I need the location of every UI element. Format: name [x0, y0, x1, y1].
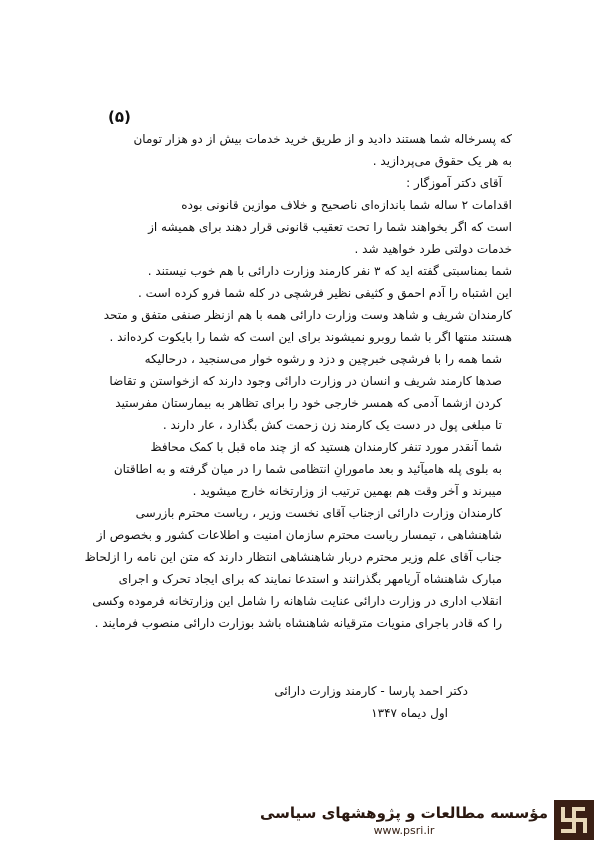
- paragraph-6: [72, 502, 512, 634]
- text-line: شما آنقدر مورد تنفر کارمندان هستید که از چند ماه قبل با کمک محافظ: [150, 440, 502, 454]
- text-line: شما همه را با فرشچی خبرچین و دزد و رشوه خوار می‌سنجید ، درحالیکه: [144, 352, 502, 366]
- text-line: میبرند و آخر وقت هم بهمین ترتیب از وزارتخانه خارج میشوید .: [192, 484, 502, 498]
- text-line: شاهنشاهی ، تیمسار ریاست محترم سازمان امنیت و اطلاعات کشور و بخصوص از: [96, 528, 502, 542]
- paragraph-5: [72, 436, 512, 502]
- text-line: انقلاب اداری در وزارت دارائی عنایت شاهانه را شامل این وزارتخانه فرموده وکسی: [92, 594, 502, 608]
- letter-body: [72, 128, 512, 634]
- signature-date: اول دیماه ۱۳۴۷: [371, 706, 448, 720]
- text-line: جناب آقای علم وزیر محترم دربار شاهنشاهی انتظار دارند که متن این نامه را ازلحاظ: [84, 550, 502, 564]
- text-line: به هر یک حقوق می‌پردازید .: [372, 154, 512, 168]
- institute-url[interactable]: www.psri.ir: [373, 823, 435, 837]
- paragraph-1: [72, 128, 512, 172]
- text-line: خدمات دولتی طرد خواهید شد .: [354, 242, 512, 256]
- text-line: آقای دکتر آموزگار :: [406, 176, 502, 190]
- text-line: به بلوی پله هامیآئید و بعد مامورانِ انتظامی شما را در میان گرفته و به اطاقتان: [113, 462, 502, 476]
- text-line: این اشتباه را آدم احمق و کثیفی نظیر فرشچی در کله شما فرو کرده است .: [138, 286, 512, 300]
- text-line: اقدامات ۲ ساله شما باندازه‌ای ناصحیح و خلاف موازین قانونی بوده: [181, 198, 512, 212]
- text-line: کارمندان وزارت دارائی ازجناب آقای نخست وزیر ، ریاست محترم بازرسی: [135, 506, 502, 520]
- text-line: که پسرخاله شما هستند دادید و از طریق خرید خدمات بیش از دو هزار تومان: [133, 132, 512, 146]
- text-line: هستند منتها اگر با شما روبرو نمیشوند برای این است که شما را بایکوت کرده‌اند .: [109, 330, 512, 344]
- paragraph-4: [72, 348, 512, 436]
- signature-block: [168, 680, 468, 724]
- footer-text: [260, 804, 548, 837]
- signature-name: دکتر احمد پارسا - کارمند وزارت دارائی: [274, 684, 468, 698]
- text-line: است که اگر بخواهند شما را تحت تعقیب قانونی قرار دهند برای همیشه از: [148, 220, 512, 234]
- page-number: (۵): [108, 108, 131, 126]
- paragraph-2: [72, 194, 512, 260]
- institute-name: مؤسسه مطالعات و پژوهشهای سیاسی: [259, 803, 548, 822]
- text-line: صدها کارمند شریف و انسان در وزارت دارائی وجود دارند که ازخواستن و تقاضا: [109, 374, 502, 388]
- salutation: [72, 172, 512, 194]
- text-line: مبارک شاهنشاه آریامهر بگذرانند و استدعا نمایند که برای ایجاد تحرک و اجرای: [118, 572, 502, 586]
- text-line: شما بمناسبتی گفته اید که ۳ نفر کارمند وزارت دارائی با هم خوب نیستند .: [147, 264, 512, 278]
- text-line: تا مبلغی پول در دست یک کارمند زن زحمت کش بگذارد ، عار دارند .: [162, 418, 502, 432]
- institute-logo-icon: [554, 800, 594, 840]
- text-line: را که قادر باجرای منویات مترقیانه شاهنشاه باشد بوزارت دارائی منصوب فرمایند .: [94, 616, 502, 630]
- watermark-footer: [260, 800, 594, 840]
- text-line: کارمندان شریف و شاهد وست وزارت دارائی همه با هم ازنظر صنفی متفق و متحد: [103, 308, 512, 322]
- paragraph-3: [72, 260, 512, 348]
- text-line: کردن ازشما آدمی که همسر خارجی خود را برای تظاهر به بیمارستان مفرستید: [115, 396, 502, 410]
